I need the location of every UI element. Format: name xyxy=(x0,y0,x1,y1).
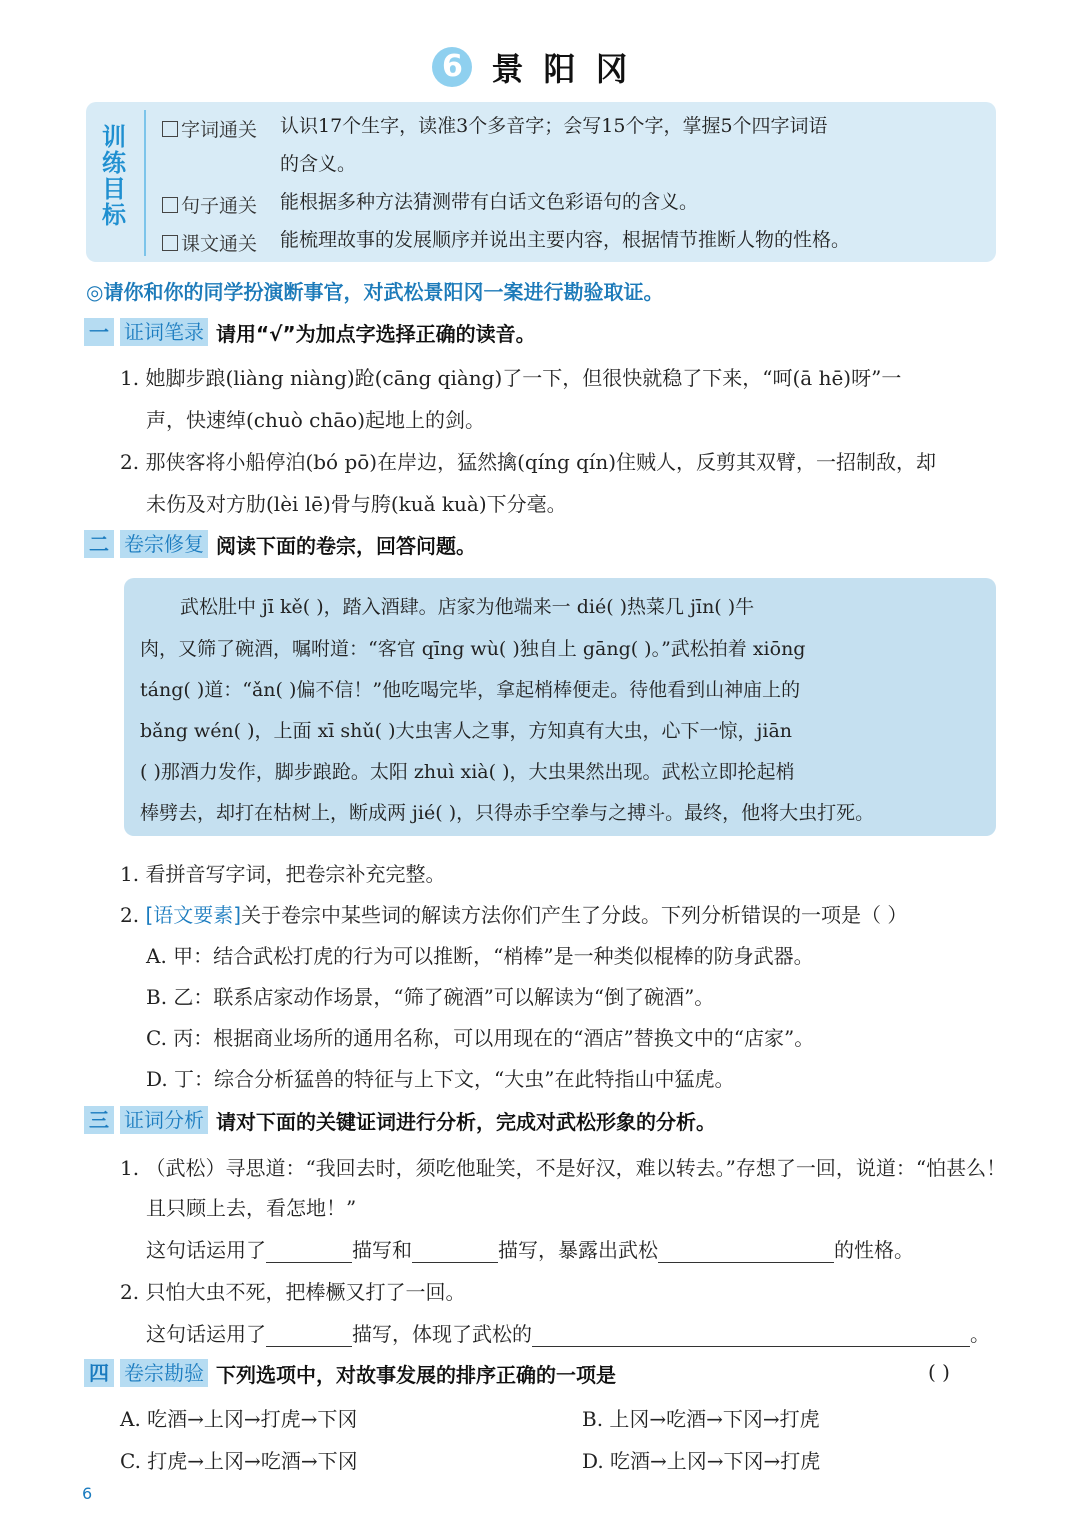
section-label: 卷宗修复 xyxy=(120,530,208,558)
goal-text-line: 能根据多种方法猜测带有白话文色彩语句的含义。 xyxy=(280,191,699,213)
dossier-line: bǎng wén( )，上面 xī shǔ( )大虫害人之事，方知真有大虫，心下一惊，jiān xyxy=(140,720,793,742)
s3-q2-line: 2. 只怕大虫不死，把棒橛又打了一回。 xyxy=(120,1280,466,1304)
s4-option[interactable]: B. 上冈→吃酒→下冈→打虎 xyxy=(582,1407,820,1431)
goal-text-line: 能梳理故事的发展顺序并说出主要内容，根据情节推断人物的性格。 xyxy=(280,229,851,251)
s2-option[interactable]: B. 乙：联系店家动作场景，“筛了碗酒”可以解读为“倒了碗酒”。 xyxy=(146,985,715,1009)
goal-category-text[interactable] xyxy=(162,229,257,256)
s2-option[interactable]: D. 丁：综合分析猛兽的特征与上下文，“大虫”在此特指山中猛虎。 xyxy=(146,1067,735,1091)
section-1-header xyxy=(84,316,536,348)
s1-line: 未伤及对方肋(lèi lē)骨与胯(kuǎ kuà)下分毫。 xyxy=(146,492,567,516)
fill-text: 描写，暴露出武松 xyxy=(498,1238,658,1262)
fill-text: 这句话运用了 xyxy=(146,1322,266,1346)
goal-category-sentences[interactable] xyxy=(162,191,257,218)
section-label: 证词笔录 xyxy=(120,318,208,346)
goals-tag-char: 训 xyxy=(102,123,126,151)
section-number: 一 xyxy=(84,318,114,346)
q2-text: 关于卷宗中某些词的解读方法你们产生了分歧。下列分析错误的一项是（ ） xyxy=(241,903,908,927)
q2-tag: [语文要素] xyxy=(145,903,242,927)
section-instruction: 请用“√”为加点字选择正确的读音。 xyxy=(216,321,536,346)
answer-blank[interactable] xyxy=(412,1242,498,1263)
answer-blank[interactable] xyxy=(658,1242,834,1263)
fill-text: 。 xyxy=(970,1322,990,1346)
answer-parenthesis[interactable]: ( ) xyxy=(928,1360,950,1384)
answer-blank[interactable] xyxy=(266,1242,352,1263)
section-label: 卷宗勘验 xyxy=(120,1359,208,1387)
goal-text-words-cont xyxy=(280,145,940,183)
section-number: 三 xyxy=(84,1106,114,1134)
section-instruction: 阅读下面的卷宗，回答问题。 xyxy=(216,533,476,558)
page-number: 6 xyxy=(82,1484,93,1503)
s4-option[interactable]: C. 打虎→上冈→吃酒→下冈 xyxy=(120,1449,358,1473)
goal-category-label: 课文通关 xyxy=(181,233,258,255)
fill-text: 的性格。 xyxy=(834,1238,914,1262)
dossier-line: 肉，又筛了碗酒，嘱咐道：“客官 qīng wù( )独自上 gāng( )。”武松拍着 xiōng xyxy=(140,638,806,660)
section-4-header xyxy=(84,1357,616,1389)
s4-option[interactable]: D. 吃酒→上冈→下冈→打虎 xyxy=(582,1449,821,1473)
section-number: 四 xyxy=(84,1359,114,1387)
goal-text-line: 的含义。 xyxy=(280,153,357,175)
goals-divider xyxy=(144,110,146,256)
s3-q1-line: 且只顾上去，看怎地！” xyxy=(146,1196,357,1220)
dossier-line: ( )那酒力发作，脚步踉跄。太阳 zhuì xià( )，大虫果然出现。武松立即抡起梢 xyxy=(140,761,795,783)
goal-category-words[interactable] xyxy=(162,115,257,142)
lesson-title-bar xyxy=(0,44,1080,98)
checkbox-icon[interactable] xyxy=(162,121,178,137)
goal-text-line: 认识17个生字，读准3个多音字；会写15个字，掌握5个四字词语 xyxy=(280,115,828,137)
s1-line: 声，快速绰(chuò chāo)起地上的剑。 xyxy=(146,408,486,432)
s2-option[interactable]: A. 甲：结合武松打虎的行为可以推断，“梢棒”是一种类似棍棒的防身武器。 xyxy=(146,944,814,968)
lesson-title: 景阳冈 xyxy=(491,50,648,88)
s4-option[interactable]: A. 吃酒→上冈→打虎→下冈 xyxy=(120,1407,358,1431)
lesson-number-badge: 6 xyxy=(432,47,472,87)
s3-q1-fill xyxy=(146,1234,914,1263)
goal-text-sentences xyxy=(280,183,940,221)
s2-question-1: 1. 看拼音写字词，把卷宗补充完整。 xyxy=(120,862,446,886)
fill-text: 描写，体现了武松的 xyxy=(352,1322,532,1346)
goal-text-words xyxy=(280,107,940,145)
goals-tag-char: 目 xyxy=(102,175,126,203)
answer-blank[interactable] xyxy=(532,1326,970,1347)
answer-blank[interactable] xyxy=(266,1326,352,1347)
training-goals-tag xyxy=(96,124,132,228)
section-3-header xyxy=(84,1104,716,1136)
fill-text: 这句话运用了 xyxy=(146,1238,266,1262)
goals-tag-char: 练 xyxy=(102,149,126,177)
section-instruction: 请对下面的关键证词进行分析，完成对武松形象的分析。 xyxy=(216,1109,716,1134)
goal-category-label: 句子通关 xyxy=(181,195,258,217)
fill-text: 描写和 xyxy=(352,1238,412,1262)
goal-category-label: 字词通关 xyxy=(181,119,258,141)
intro-instruction: ◎请你和你的同学扮演断事官，对武松景阳冈一案进行勘验取证。 xyxy=(86,280,664,304)
s1-line: 2. 那侠客将小船停泊(bó pō)在岸边，猛然擒(qíng qín)住贼人，反剪其双臂，一招制敌，却 xyxy=(120,450,937,474)
q2-prefix: 2. xyxy=(120,903,146,927)
s2-question-2 xyxy=(120,899,907,928)
section-2-header xyxy=(84,528,476,560)
s1-line: 1. 她脚步踉(liàng niàng)跄(cāng qiàng)了一下，但很快就稳了下来，“呵(ā hē)呀”一 xyxy=(120,366,902,390)
dossier-line: táng( )道：“ǎn( )偏不信！”他吃喝完毕，拿起梢棒便走。待他看到山神庙上的 xyxy=(140,679,801,701)
checkbox-icon[interactable] xyxy=(162,197,178,213)
s3-q2-fill xyxy=(146,1318,990,1347)
section-instruction: 下列选项中，对故事发展的排序正确的一项是 xyxy=(216,1362,616,1387)
dossier-line: 武松肚中 jī kě( )，踏入酒肆。店家为他端来一 dié( )热菜几 jīn( )牛 xyxy=(180,596,755,618)
checkbox-icon[interactable] xyxy=(162,235,178,251)
s3-q1-line: 1. （武松）寻思道：“我回去时，须吃他耻笑，不是好汉，难以转去。”存想了一回，说道：“怕甚么！ xyxy=(120,1156,1007,1180)
section-number: 二 xyxy=(84,530,114,558)
s2-option[interactable]: C. 丙：根据商业场所的通用名称，可以用现在的“酒店”替换文中的“店家”。 xyxy=(146,1026,815,1050)
dossier-line: 棒劈去，却打在枯树上，断成两 jié( )，只得赤手空拳与之搏斗。最终，他将大虫打死。 xyxy=(140,802,875,824)
section-label: 证词分析 xyxy=(120,1106,208,1134)
goal-text-text xyxy=(280,221,940,259)
goals-tag-char: 标 xyxy=(102,201,126,229)
